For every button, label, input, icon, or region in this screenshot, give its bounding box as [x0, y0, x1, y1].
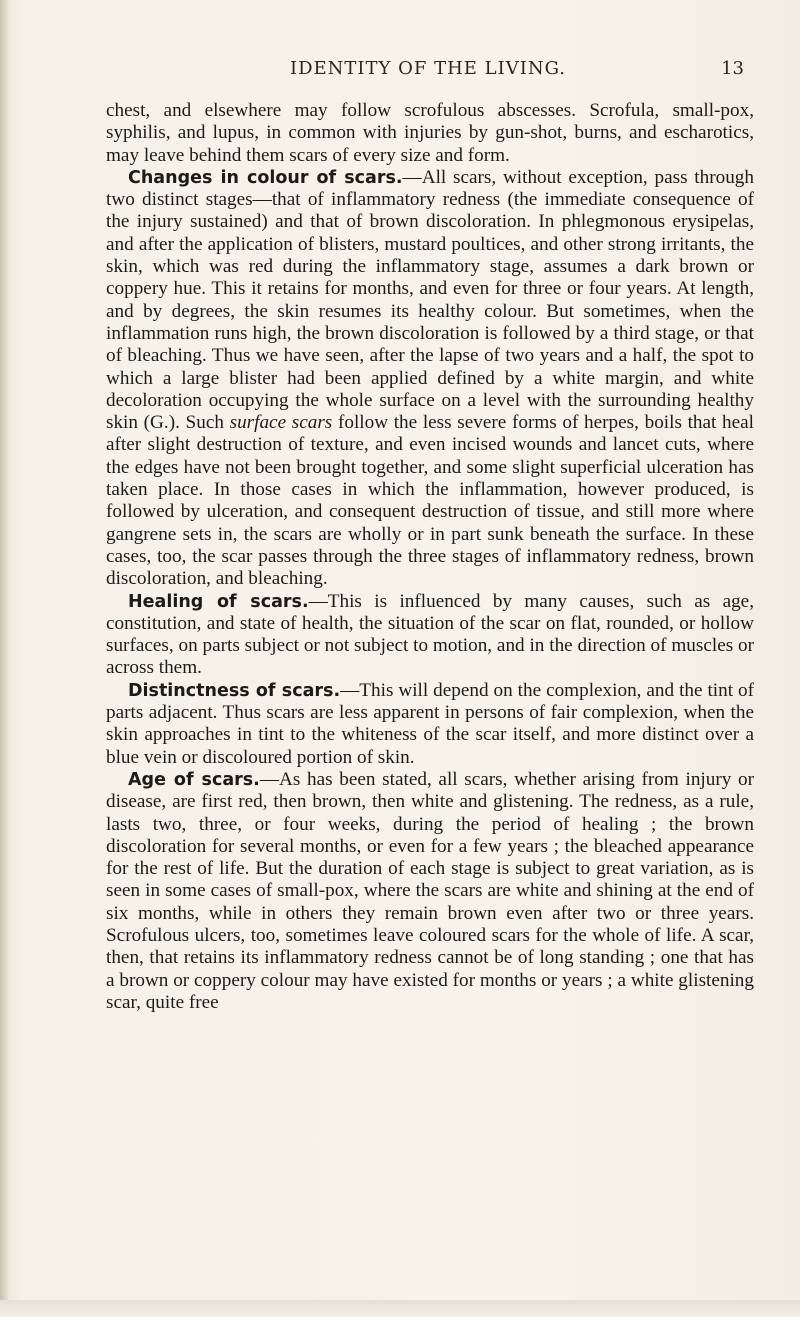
page-bottom-edge	[0, 1300, 800, 1317]
page-header	[112, 58, 744, 88]
paragraph-text: —This is influenced by many causes, such as age, constitution, and state of health, the situation of the scar on flat, rounded, or hollow surfaces, on parts subject or not subject to motion, and in the direction of muscles or across them.	[106, 590, 754, 679]
paragraph-text: —All scars, without exception, pass through two distinct stages—that of inflammatory redness (the immediate consequence of the injury sustained) and that of brown discoloration. In phlegmonous erysipelas, and after the application of blisters, mustard poultices, and other strong irritants, the skin, which was red during the inflammatory stage, assumes a dark brown or coppery hue. This it retains for months, and even for three or four years. At length, and by degrees, the skin resumes its healthy colour. But sometimes, when the inflammation runs high, the brown discoloration is followed by a third stage, or that of bleaching. Thus we have seen, after the lapse of two years and a half, the spot to which a large blister had been applied defined by a white margin, and white decoloration occupying the whole surface on a level with the surrounding healthy skin (G.). Such	[106, 166, 754, 434]
section-heading-changes-in-colour: Changes in colour of scars.	[128, 167, 403, 188]
paragraph-changes-in-colour	[106, 167, 754, 591]
paragraph-text: —This will depend on the complexion, and the tint of parts adjacent. Thus scars are less apparent in persons of fair complexion, when the skin approaches in tint to the whiteness of the scar itself, and more distinct over a blue vein or discoloured portion of skin.	[106, 679, 754, 768]
paragraph-distinctness-of-scars	[106, 680, 754, 769]
section-heading-healing-of-scars: Healing of scars.	[128, 591, 309, 612]
italic-term: surface scars	[229, 412, 333, 434]
body-text	[106, 100, 754, 1014]
paragraph-healing-of-scars	[106, 591, 754, 680]
running-head: IDENTITY OF THE LIVING.	[289, 58, 567, 79]
paragraph-continuation	[106, 100, 754, 167]
section-heading-age-of-scars: Age of scars.	[128, 769, 260, 790]
paragraph-text-after: follow the less severe forms of herpes, boils that heal after slight destruction of texture, and even incised wounds and lancet cuts, where the edges have not been brought together, and some slight superficial ulceration has taken place. In those cases in which the inflammation, however produced, is followed by ulceration, and consequent destruction of tissue, and still more where gangrene sets in, the scars are wholly or in part sunk beneath the surface. In these cases, too, the scar passes through the three stages of inflammatory redness, brown discoloration, and bleaching.	[106, 412, 754, 590]
spine-shadow	[0, 0, 10, 1317]
section-heading-distinctness-of-scars: Distinctness of scars.	[128, 680, 341, 701]
paragraph-text: chest, and elsewhere may follow scrofulous abscesses. Scrofula, small-pox, syphilis, and lupus, in common with injuries by gun-shot, burns, and escharotics, may leave behind them scars of every size and form.	[106, 100, 754, 166]
paragraph-text: —As has been stated, all scars, whether arising from injury or disease, are first red, then brown, then white and glistening. The redness, as a rule, lasts two, three, or four weeks, during the period of healing ; the brown discoloration for several months, or even for a few years ; the bleached appearance for the rest of life. But the duration of each stage is subject to great variation, as is seen in some cases of small-pox, where the scars are white and shining at the end of six months, while in others they remain brown even after two or three years. Scrofulous ulcers, too, sometimes leave coloured scars for the whole of life. A scar, then, that retains its inflammatory redness cannot be of long standing ; one that has a brown or coppery colour may have existed for months or years ; a white glistening scar, quite free	[106, 768, 754, 1013]
page-number: 13	[721, 58, 744, 79]
paragraph-age-of-scars	[106, 769, 754, 1014]
